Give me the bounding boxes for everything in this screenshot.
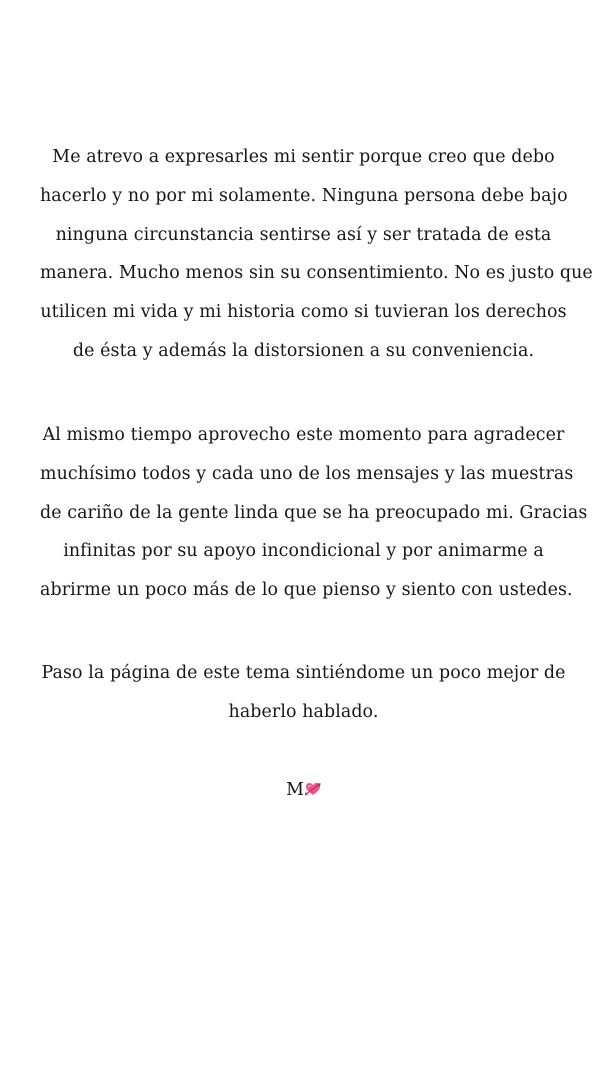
signature-initial: M [286,780,304,800]
paragraph-line: infinitas por su apoyo incondicional y por animarme a [63,541,544,562]
paragraph-line: haberlo hablado. [228,701,379,722]
paragraph-line: Paso la página de este tema sintiéndome un poco mejor de [41,663,566,683]
heart-with-arrow-icon [305,782,321,796]
paragraph-line: utilicen mi vida y mi historia como si tuvieran los derechos [40,302,567,323]
paragraph-line: manera. Mucho menos sin su consentimiento. No es justo que [40,263,593,284]
signature [0,772,607,808]
paragraph-line: Al mismo tiempo aprovecho este momento para agradecer [42,425,565,445]
paragraph-3 [40,654,567,732]
paragraph-1 [40,138,593,371]
paragraph-line: abrirme un poco más de lo que pienso y siento con ustedes. [40,580,573,601]
paragraph-line: muchísimo todos y cada uno de los mensajes y las muestras [40,463,574,484]
paragraph-2 [40,416,588,610]
paragraph-line: de ésta y además la distorsionen a su conveniencia. [72,340,535,361]
paragraph-line: de cariño de la gente linda que se ha preocupado mi. Gracias [40,502,588,523]
paragraph-line: ninguna circunstancia sentirse así y ser tratada de esta [55,224,552,245]
paragraph-line: Me atrevo a expresarles mi sentir porque creo que debo [52,147,555,167]
paragraph-line: hacerlo y no por mi solamente. Ninguna persona debe bajo [40,185,568,206]
